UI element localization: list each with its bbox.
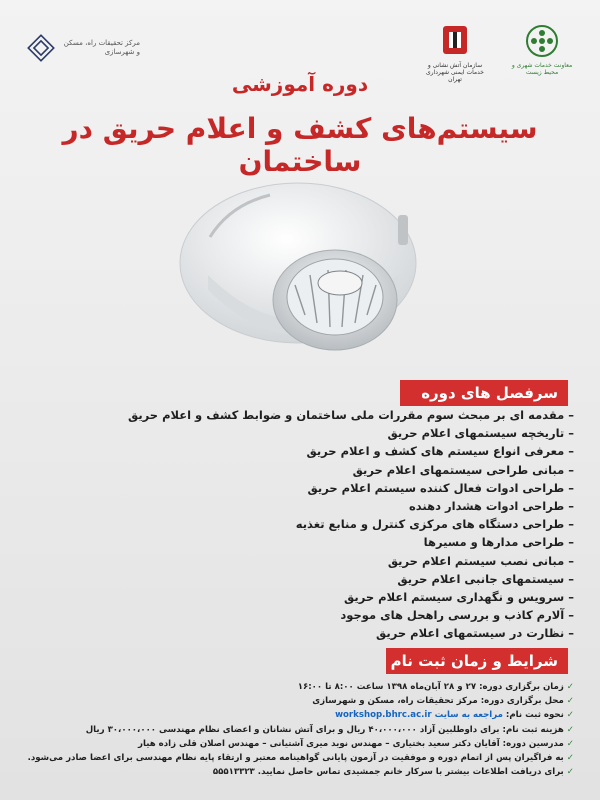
bhrc-mark-icon bbox=[26, 33, 56, 63]
municipality-emblem-icon bbox=[525, 24, 559, 58]
municipality-logo-text: معاونت خدمات شهری و محیط زیست bbox=[511, 62, 573, 76]
term-text: برای دریافت اطلاعات بیشتر با سرکار خانم جمشیدی تماس حاصل نمایید. ۵۵۵۱۳۳۲۳ bbox=[212, 767, 564, 778]
smoke-detector-image bbox=[170, 165, 430, 380]
check-icon: ✓ bbox=[566, 696, 574, 707]
list-item: – سرویس و نگهداری سیستم اعلام حریق bbox=[344, 590, 574, 605]
term-item bbox=[18, 737, 574, 751]
course-subtitle: دوره آموزشی bbox=[231, 72, 369, 96]
list-item: – مبانی طراحی سیستمهای اعلام حریق bbox=[352, 462, 574, 477]
term-text: آقایان دکتر سعید بختیاری – مهندس نوید میری آشتیانی – مهندس اصلان قلی زاده هیار bbox=[138, 738, 503, 749]
list-item: – طراحی ادوات فعال کننده سیستم اعلام حریق bbox=[307, 480, 574, 495]
term-label: زمان برگزاری دوره: bbox=[479, 682, 564, 692]
list-item: – طراحی ادوات هشدار دهنده bbox=[409, 499, 574, 514]
terms-list bbox=[18, 680, 574, 779]
list-item: – تاریخچه سیستمهای اعلام حریق bbox=[387, 426, 574, 441]
list-item: – طراحی دستگاه های مرکزی کنترل و منابع تغذیه bbox=[295, 517, 574, 532]
fire-department-emblem-icon bbox=[440, 24, 470, 58]
term-text: برای داوطلبین آزاد ۴۰،۰۰۰،۰۰۰ ریال و برای آتش نشانان و اعضای نظام مهندسی ۳۰،۰۰۰،۰۰۰ ریال bbox=[85, 724, 503, 735]
course-title: سیستم‌های کشف و اعلام حریق در ساختمان bbox=[62, 112, 538, 178]
topics-heading: سرفصل های دوره bbox=[400, 380, 568, 406]
check-icon: ✓ bbox=[566, 738, 574, 749]
check-icon: ✓ bbox=[566, 682, 574, 692]
term-item bbox=[18, 765, 574, 779]
term-item bbox=[18, 751, 574, 765]
list-item: – آلارم کاذب و بررسی راهحل های موجود bbox=[340, 608, 574, 623]
bhrc-logo bbox=[26, 30, 146, 66]
term-label: مدرسین دوره: bbox=[502, 738, 564, 749]
term-text: به فراگیران پس از اتمام دوره و موفقیت در آزمون پایانی گواهینامه معتبر و ارتقاء پایه نظام مهندسی برای اعضا صادر می‌شود. bbox=[27, 753, 564, 764]
list-item: – معرفی انواع سیستم های کشف و اعلام حریق bbox=[306, 444, 574, 459]
check-icon: ✓ bbox=[566, 710, 574, 721]
list-item: – مبانی نصب سیستم اعلام حریق bbox=[387, 553, 574, 568]
topics-list bbox=[34, 406, 574, 643]
term-text: مرکز تحقیقات راه، مسکن و شهرسازی bbox=[312, 696, 481, 707]
check-icon: ✓ bbox=[566, 767, 574, 778]
term-label: محل برگزاری دوره: bbox=[480, 696, 564, 707]
list-item: – مقدمه ای بر مبحث سوم مقررات ملی ساختمان و ضوابط کشف و اعلام حریق bbox=[127, 408, 574, 422]
fire-department-logo-text: سازمان آتش نشانی و خدمات ایمنی شهرداری تهران bbox=[425, 62, 485, 83]
term-label: نحوه ثبت نام: bbox=[505, 710, 564, 721]
check-icon: ✓ bbox=[566, 753, 574, 764]
check-icon: ✓ bbox=[566, 724, 574, 735]
list-item: – سیستمهای جانبی اعلام حریق bbox=[397, 571, 574, 586]
term-item bbox=[18, 723, 574, 737]
list-item: – طراحی مدارها و مسیرها bbox=[423, 535, 574, 550]
term-item bbox=[18, 694, 574, 708]
term-item bbox=[18, 708, 574, 722]
list-item: – نظارت در سیستمهای اعلام حریق bbox=[376, 626, 574, 641]
term-item bbox=[18, 680, 574, 694]
terms-heading: شرایط و زمان ثبت نام bbox=[386, 648, 568, 674]
term-label: هزینه ثبت نام: bbox=[502, 724, 564, 735]
bhrc-logo-text: مرکز تحقیقات راه، مسکن و شهرسازی bbox=[63, 39, 140, 56]
term-text: ۲۷ و ۲۸ آبان‌ماه ۱۳۹۸ ساعت ۸:۰۰ تا ۱۶:۰۰ bbox=[297, 682, 480, 692]
registration-link[interactable]: مراجعه به سایت workshop.bhrc.ac.ir bbox=[335, 710, 506, 721]
